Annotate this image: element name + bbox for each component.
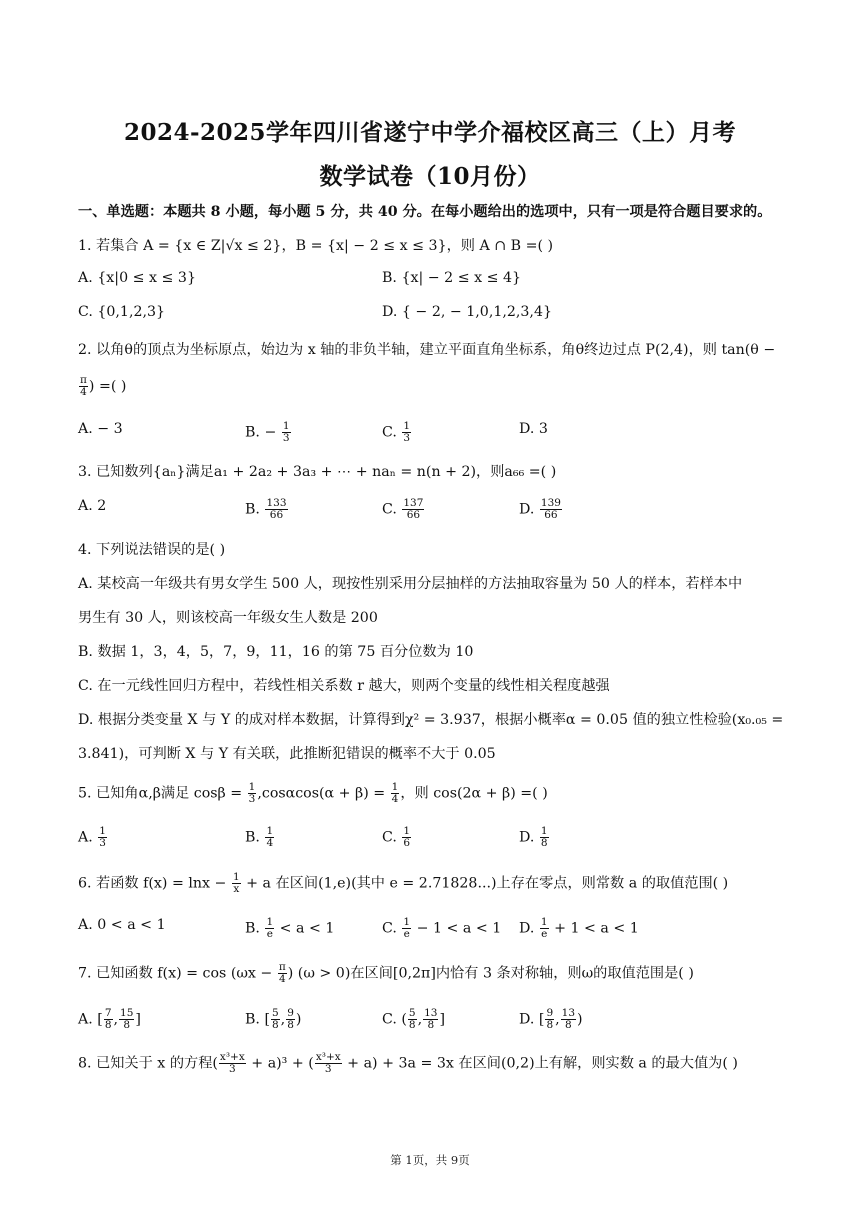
option-c: C. $\frac{1}{3}$ — [382, 420, 411, 444]
option-d: D. [ $\frac{9}{8}$ , $\frac{13}{8}$ ) — [519, 1007, 583, 1031]
question-8-stem: 8. 已知关于 x 的方程( $\frac{\text{x³+x}}{3}$ + a)³ + ( $\frac{\text{x³+x}}{3}$ + a) + 3a = 3x 在区间(0,2)上有解，则实数 a 的最大值为( ) — [78, 1051, 738, 1075]
question-4-option-a: A. 某校高一年级共有男女学生 500 人，现按性别采用分层抽样的方法抽取容量为 50 人的样本，若样本中 — [78, 576, 743, 592]
question-2-stem: 2. 以角θ的顶点为坐标原点，始边为 x 轴的非负半轴，建立平面直角坐标系，角θ终边过点 P(2,4)，则 tan(θ − — [78, 342, 776, 358]
option-a: A. [ $\frac{7}{8}$ , $\frac{15}{8}$ ] — [78, 1007, 141, 1031]
question-4-option-d-cont: 3.841)，可判断 X 与 Y 有关联，此推断犯错误的概率不大于 0.05 — [78, 746, 496, 762]
option-a: A. − 3 — [78, 421, 123, 437]
question-1-stem: 1. 若集合 A = {x ∈ Z|√x ≤ 2}，B = {x| − 2 ≤ x ≤ 3}，则 A ∩ B =( ) — [78, 238, 554, 254]
option-a: A. $\frac{1}{3}$ — [78, 825, 106, 849]
option-c: C. $\frac{137}{66}$ — [382, 497, 424, 521]
question-4-stem: 4. 下列说法错误的是( ) — [78, 542, 226, 558]
page-footer: 第 1页，共 9页 — [390, 1153, 470, 1167]
option-c: C. $\frac{1}{6}$ — [382, 825, 411, 849]
option-b: B. $\frac{133}{66}$ — [245, 497, 287, 521]
section-heading: 一、单选题：本题共 8 小题，每小题 5 分，共 40 分。在每小题给出的选项中，只有一项是符合题目要求的。 — [78, 204, 772, 220]
option-b: B. $\frac{1}{4}$ — [245, 825, 274, 849]
question-4-option-d: D. 根据分类变量 X 与 Y 的成对样本数据，计算得到χ² = 3.937，根据小概率α = 0.05 值的独立性检验(x₀.₀₅ = — [78, 712, 784, 728]
option-d: D. 3 — [519, 421, 548, 437]
question-1-options-row2 — [78, 304, 788, 326]
option-d: D. $\frac{1}{8}$ — [519, 825, 548, 849]
option-a: A. 0 < a < 1 — [78, 917, 166, 933]
question-4-option-b: B. 数据 1，3，4，5，7，9，11，16 的第 75 百分位数为 10 — [78, 644, 474, 660]
question-7-stem: 7. 已知函数 f(x) = cos (ωx − $\frac{\pi}{4}$ ) (ω > 0)在区间[0,2π]内恰有 3 条对称轴，则ω的取值范围是( ) — [78, 961, 694, 985]
question-2-options — [78, 421, 788, 443]
question-5-options — [78, 826, 788, 848]
question-3-options — [78, 498, 788, 520]
option-a: A. {x|0 ≤ x ≤ 3} — [78, 270, 196, 286]
option-b: B. $\frac{1}{e}$ < a < 1 — [245, 916, 335, 940]
question-3-stem: 3. 已知数列{aₙ}满足a₁ + 2a₂ + 3a₃ + ⋯ + naₙ = n(n + 2)，则a₆₆ =( ) — [78, 464, 557, 480]
question-6-stem: 6. 若函数 f(x) = lnx − $\frac{1}{x}$ + a 在区间(1,e)(其中 e = 2.71828...)上存在零点，则常数 a 的取值范围( ) — [78, 871, 729, 895]
question-5-stem: 5. 已知角α,β满足 cosβ = $\frac{1}{3}$ ,cosαcos(α + β) = $\frac{1}{4}$ ，则 cos(2α + β) =( ) — [78, 781, 548, 805]
option-c: C. {0,1,2,3} — [78, 304, 166, 320]
fraction-pi-over-4: $\frac{\pi}{4}$ — [80, 374, 87, 398]
option-d: D. { − 2, − 1,0,1,2,3,4} — [382, 304, 553, 320]
option-d: D. $\frac{139}{66}$ — [519, 497, 561, 521]
option-b: B. [ $\frac{5}{8}$ , $\frac{9}{8}$ ) — [245, 1007, 302, 1031]
exam-title: 2024-2025学年四川省遂宁中学介福校区高三（上）月考 — [123, 119, 737, 146]
option-b: B. − $\frac{1}{3}$ — [245, 420, 290, 444]
question-2-stem-cont: $\frac{\pi}{4}$ ) =( ) — [80, 374, 127, 398]
option-b: B. {x| − 2 ≤ x ≤ 4} — [382, 270, 522, 286]
option-c: C. $\frac{1}{e}$ − 1 < a < 1 — [382, 916, 502, 940]
question-1-options-row1 — [78, 270, 788, 292]
option-a: A. 2 — [78, 498, 107, 514]
option-c: C. ( $\frac{5}{8}$ , $\frac{13}{8}$ ] — [382, 1007, 446, 1031]
question-6-options — [78, 917, 788, 939]
option-d: D. $\frac{1}{e}$ + 1 < a < 1 — [519, 916, 639, 940]
question-4-option-a-cont: 男生有 30 人，则该校高一年级女生人数是 200 — [78, 610, 378, 626]
question-7-options — [78, 1008, 788, 1030]
exam-subtitle: 数学试卷（10月份） — [319, 163, 541, 190]
question-4-option-c: C. 在一元线性回归方程中，若线性相关系数 r 越大，则两个变量的线性相关程度越强 — [78, 678, 610, 694]
